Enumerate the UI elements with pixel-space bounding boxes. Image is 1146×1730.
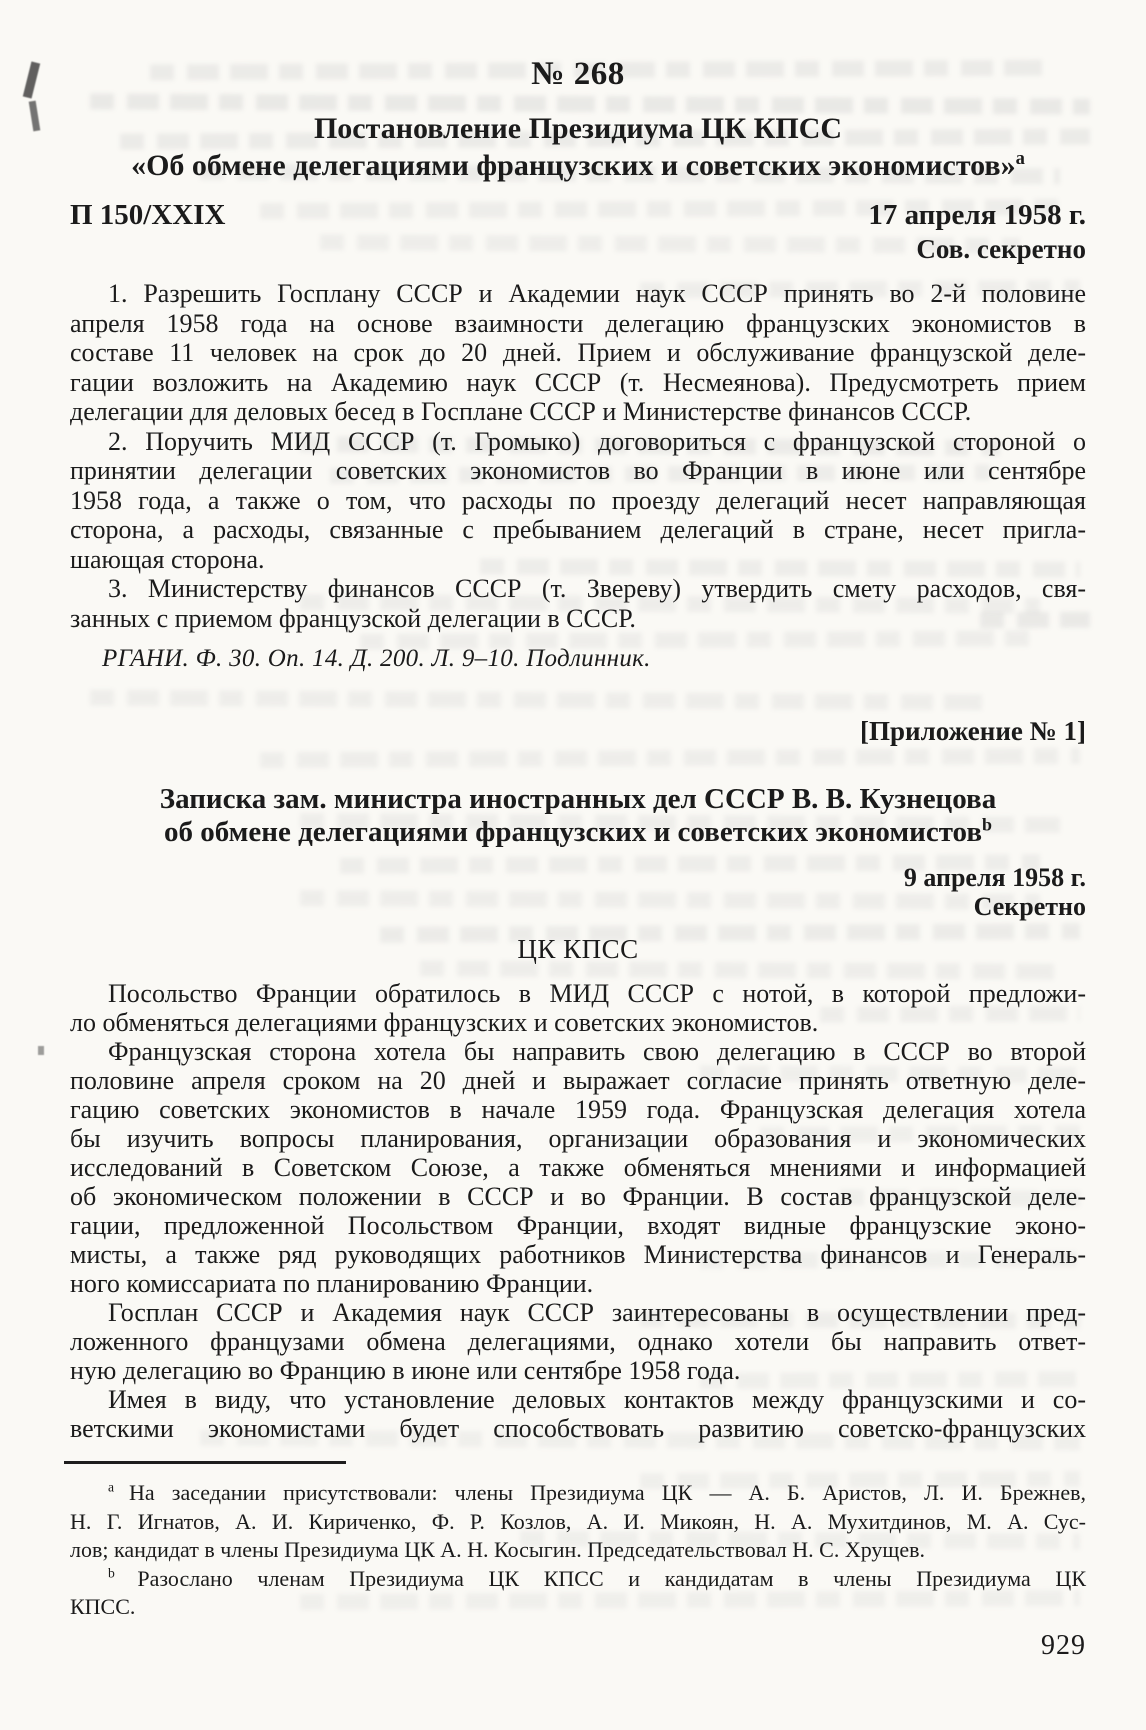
protocol-number: П 150/XXIX — [70, 199, 226, 231]
appendix-title — [70, 783, 1086, 849]
document-number-text: № 268 — [531, 56, 625, 92]
appendix-label: [Приложение № 1] — [860, 716, 1086, 746]
appendix-paragraph-4: Имея в виду, что установление деловых контактов между французскими и со- ветскими экономистами будет способствовать развитию советско-французских — [70, 1385, 1086, 1443]
classification-stamp: Сов. секретно — [916, 234, 1086, 264]
bleedthrough-ghost-text — [90, 690, 990, 711]
footnote-marker-a: a — [1015, 148, 1025, 169]
appendix-paragraph-1: Посольство Франции обратилось в МИД СССР с нотой, в которой предложи- ло обменяться делегациями французских и советских экономистов. — [70, 979, 1086, 1037]
document-number — [70, 56, 1086, 93]
footnote-marker-a: a — [108, 1479, 130, 1495]
bleedthrough-ghost-text — [260, 748, 1080, 768]
appendix-date: 9 апреля 1958 г. — [903, 863, 1086, 892]
document-title-line2: «Об обмене делегациями французских и советских экономистов»$^a$ — [131, 148, 1025, 182]
appendix-title-line1: Записка зам. министра иностранных дел СССР В. В. Кузнецова — [159, 783, 997, 815]
resolution-paragraph-3: 3. Министерству финансов СССР (т. Звереву) утвердить смету расходов, свя- занных с приемом французской делегации в СССР. — [70, 574, 1086, 633]
ink-speck — [29, 101, 41, 132]
resolution-paragraph-2: 2. Поручить МИД СССР (т. Громыко) договориться с французской стороной о принятии делегации советских экономистов во Франции в июне или сентябре 1958 года, а также о том, что расходы по проезду делегаций несет направляющая сторона, а расходы, связанные с пребыванием делегаций в стране, несет пригла- шающая сторона. — [70, 426, 1086, 574]
document-title-line1: Постановление Президиума ЦК КПСС — [313, 112, 843, 145]
footnote-b: $^b$ Разослано членам Президиума ЦК КПСС и кандидатам в члены Президиума ЦК КПСС. — [70, 1565, 1086, 1619]
appendix-title-line2: об обмене делегациями французских и советских экономистов$^b$ — [163, 814, 993, 848]
footnote-marker-b: b — [982, 814, 993, 835]
appendix-body — [70, 979, 1086, 1443]
footnote-a: $^a$ На заседании присутствовали: члены Президиума ЦК — А. Б. Аристов, Л. И. Брежнев, Н. Г. Игнатов, А. И. Кириченко, Ф. Р. Козлов, А. И. Микоян, Н. А. Мухитдинов, М. А. Сус- лов; кандидат в члены Президиума ЦК А. Н. Косыгин. Председательствовал Н. С. Хрущев. — [70, 1479, 1086, 1562]
document-date: 17 апреля 1958 г. — [868, 199, 1086, 231]
footnotes-block — [70, 1479, 1086, 1622]
appendix-paragraph-2: Французская сторона хотела бы направить свою делегацию в СССР во второй половине апреля сроком на 20 дней и выражает согласие принять ответную деле- гацию советских экономистов в начале 1959 года. Французская делегация хотела бы изучить вопросы планирования, организации образования и экономических исследований в Советском Союзе, а также обменяться мнениями и информацией об экономическом положении в СССР и во Франции. В состав французской деле- гации, предложенной Посольством Франции, входят видные французские эконо- мисты, а также ряд руководящих работников Министерства финансов и Генераль- ного комиссариата по планированию Франции. — [70, 1037, 1086, 1298]
footnote-separator-rule — [64, 1461, 346, 1464]
archive-reference: РГАНИ. Ф. 30. Оп. 14. Д. 200. Л. 9–10. Подлинник. — [102, 645, 651, 672]
appendix-addressee: ЦК КПСС — [517, 934, 639, 964]
appendix-paragraph-3: Госплан СССР и Академия наук СССР заинтересованы в осуществлении пред- ложенного французами обмена делегациями, однако хотели бы направить ответ- ную делегацию во Францию в июне или сентябре 1958 года. — [70, 1298, 1086, 1385]
resolution-body — [70, 279, 1086, 633]
page-number: 929 — [1041, 1630, 1086, 1661]
protocol-date-row — [70, 199, 1086, 232]
ink-speck — [23, 61, 40, 98]
resolution-paragraph-1: 1. Разрешить Госплану СССР и Академии наук СССР принять во 2-й половине апреля 1958 года на основе взаимности делегацию французских экономистов в составе 11 человек на срок до 20 дней. Прием и обслуживание французской деле- гации возложить на Академию наук СССР (т. Несмеянова). Предусмотреть прием делегации для деловых бесед в Госплане СССР и Министерстве финансов СССР. — [70, 279, 1086, 426]
ink-speck — [38, 1046, 44, 1055]
appendix-classification: Секретно — [973, 892, 1086, 921]
document-title — [70, 110, 1086, 184]
footnote-marker-b: b — [108, 1565, 138, 1581]
